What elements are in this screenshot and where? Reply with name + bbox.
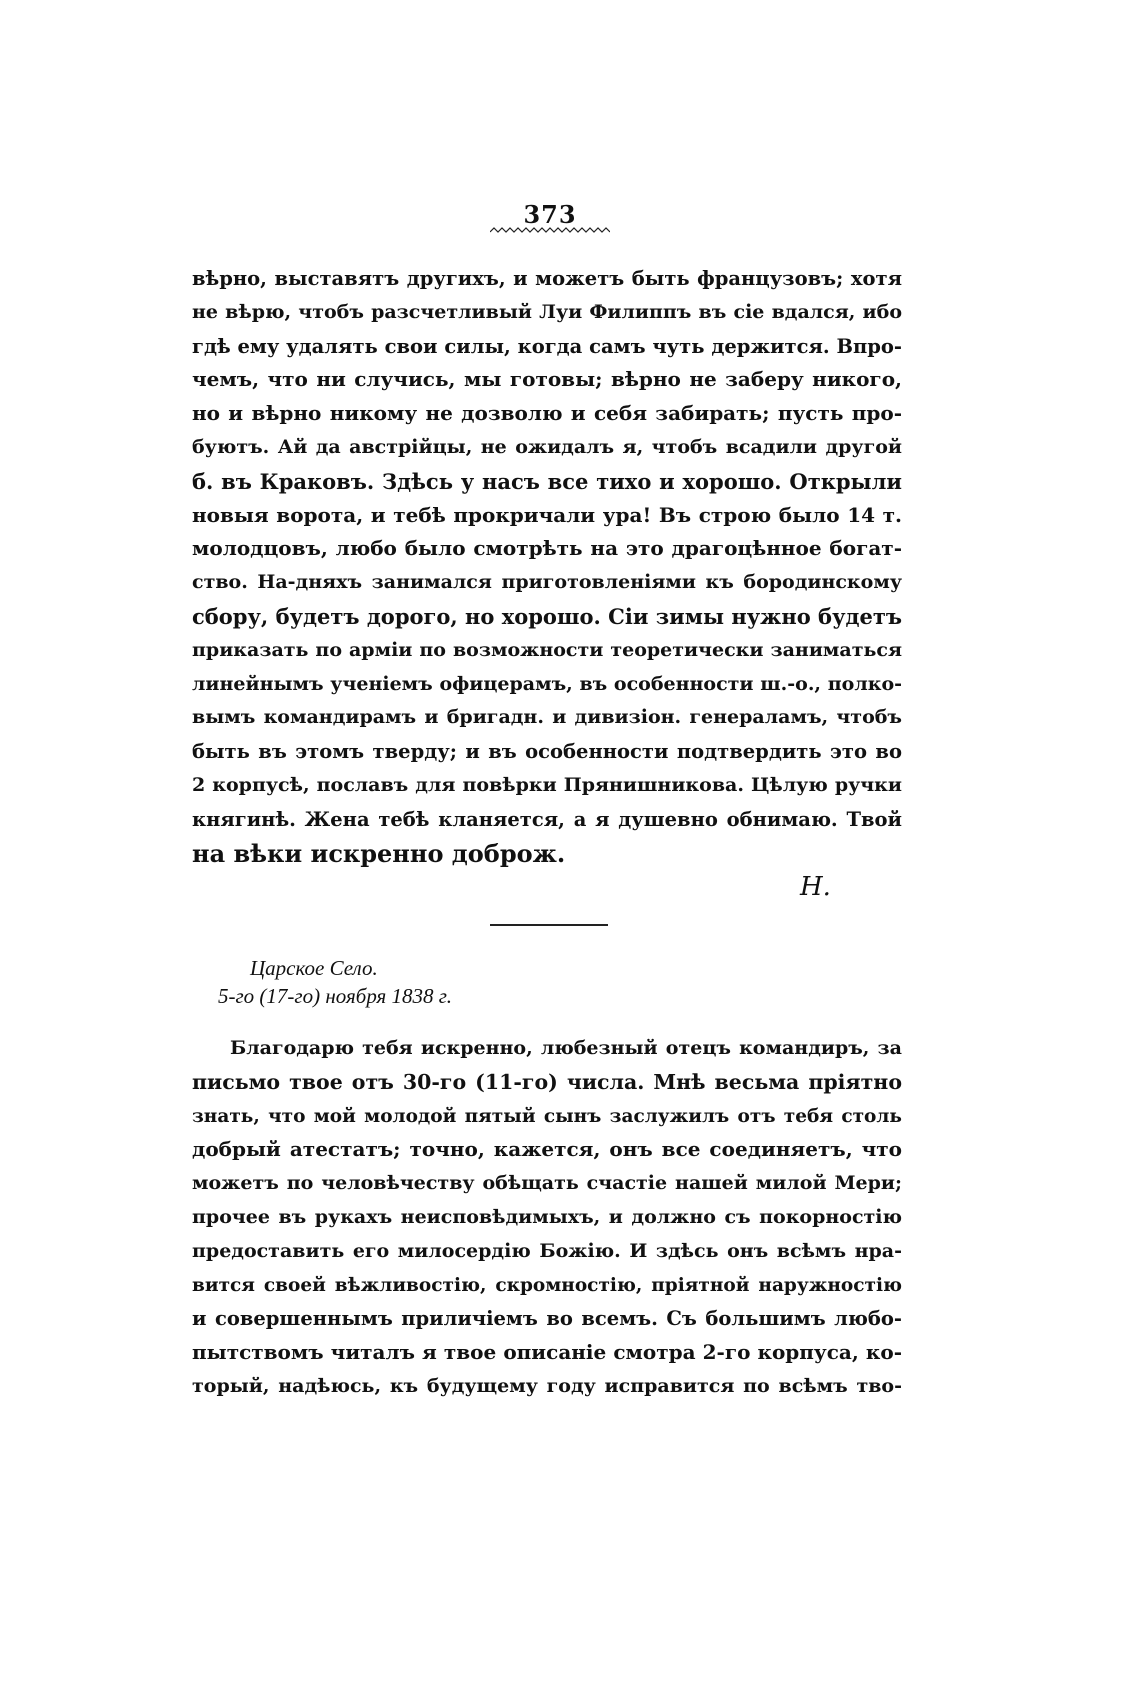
text-line: добрый атестатъ; точно, кажется, онъ все соединяетъ, что [192, 1137, 902, 1162]
text-line: б. въ Краковъ. Здѣсь у насъ все тихо и хорошо. Открыли [192, 468, 902, 494]
text-line: чемъ, что ни случись, мы готовы; вѣрно не заберу никого, [192, 367, 902, 392]
text-line: гдѣ ему удалять свои силы, когда самъ чуть держится. Впро- [192, 334, 902, 358]
text-line: ство. На-дняхъ занимался приготовленіями къ бородинскому [192, 571, 902, 594]
letter-2-date: 5-го (17-го) ноября 1838 г. [218, 984, 452, 1008]
letter-1-signature: Н. [800, 872, 831, 902]
section-separator [490, 924, 608, 926]
text-line: прочее въ рукахъ неисповѣдимыхъ, и должно съ покорностію [192, 1205, 902, 1228]
text-line: сбору, будетъ дорого, но хорошо. Сіи зимы нужно будетъ [192, 603, 902, 629]
text-line: линейнымъ ученіемъ офицерамъ, въ особенности ш.-о., полко- [192, 672, 902, 695]
text-line: знать, что мой молодой пятый сынъ заслужилъ отъ тебя столь [192, 1105, 902, 1127]
text-line: приказать по арміи по возможности теоретически заниматься [192, 638, 902, 661]
text-line: можетъ по человѣчеству обѣщать счастіе нашей милой Мери; [192, 1172, 902, 1195]
page-number-ornament [490, 226, 610, 236]
letter-2-body [192, 1032, 902, 1404]
text-line: быть въ этомъ тверду; и въ особенности подтвердить это во [192, 740, 902, 764]
text-line: новыя ворота, и тебѣ прокричали ура! Въ строю было 14 т. [192, 502, 902, 527]
text-line: буютъ. Ай да австрійцы, не ожидалъ я, чтобъ всадили другой [192, 435, 902, 458]
text-line: но и вѣрно никому не дозволю и себя забирать; пусть про- [192, 401, 902, 426]
text-line: 2 корпусѣ, пославъ для повѣрки Прянишникова. Цѣлую ручки [192, 773, 902, 796]
text-line: торый, надѣюсь, къ будущему году исправится по всѣмъ тво- [192, 1374, 902, 1397]
text-line: вѣрно, выставятъ другихъ, и можетъ быть французовъ; хотя [192, 267, 902, 290]
page-number: 373 [523, 200, 577, 229]
text-line: на вѣки искренно доброж. [192, 838, 566, 868]
text-line: не вѣрю, чтобъ разсчетливый Луи Филиппъ въ сіе вдался, ибо [192, 300, 902, 323]
letter-1-body [192, 262, 902, 870]
text-line: княгинѣ. Жена тебѣ кланяется, а я душевно обнимаю. Твой [192, 807, 902, 831]
text-line: пытствомъ читалъ я твое описаніе смотра 2-го корпуса, ко- [192, 1340, 902, 1365]
text-line: молодцовъ, любо было смотрѣть на это драгоцѣнное богат- [192, 536, 902, 561]
text-line: вится своей вѣжливостію, скромностію, пріятной наружностію [192, 1274, 902, 1296]
letter-2-place: Царское Село. [250, 956, 378, 980]
text-line: письмо твое отъ 30-го (11-го) числа. Мнѣ весьма пріятно [192, 1069, 902, 1094]
text-line: Благодарю тебя искренно, любезный отецъ командиръ, за [230, 1037, 902, 1059]
text-line: предоставить его милосердію Божію. И здѣсь онъ всѣмъ нра- [192, 1239, 902, 1262]
text-line: вымъ командирамъ и бригадн. и дивизіон. генераламъ, чтобъ [192, 706, 902, 729]
text-line: и совершеннымъ приличіемъ во всемъ. Съ большимъ любо- [192, 1307, 902, 1331]
